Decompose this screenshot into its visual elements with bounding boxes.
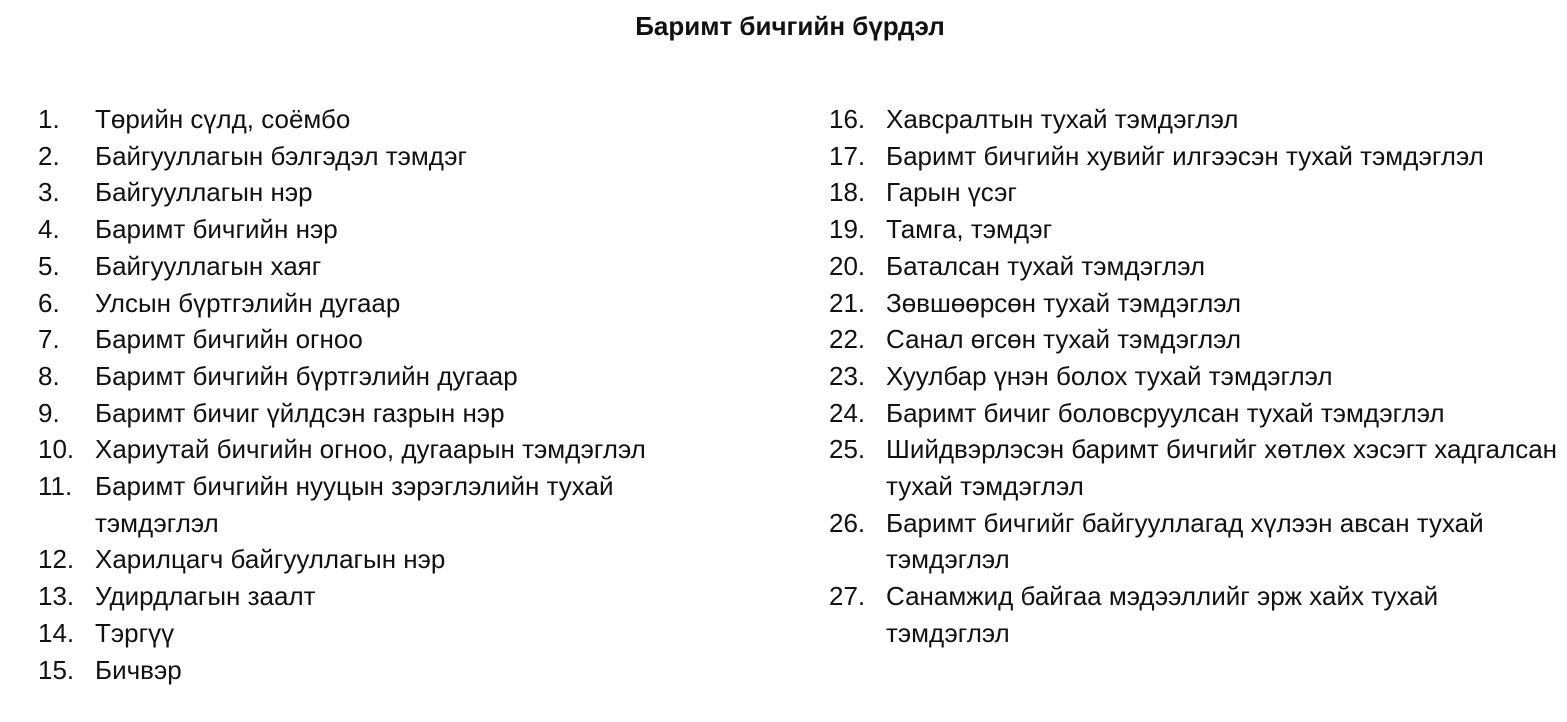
list-item	[38, 615, 798, 652]
item-number: 14.	[38, 617, 75, 648]
list-item	[829, 505, 1559, 578]
list-item	[38, 211, 798, 248]
item-number: 25.	[829, 434, 866, 465]
item-number: 13.	[38, 581, 75, 612]
list-item	[829, 174, 1559, 211]
item-number: 26.	[829, 507, 866, 538]
item-number: 4.	[38, 214, 60, 245]
item-text: Удирдлагын заалт	[95, 581, 316, 612]
list-item	[829, 138, 1559, 175]
list-item	[829, 431, 1559, 504]
item-text: Шийдвэрлэсэн баримт бичгийг хөтлөх хэсэгт хадгалсан тухай тэмдэглэл	[886, 434, 1558, 502]
list-item	[38, 358, 798, 395]
list-item	[38, 321, 798, 358]
list-item	[38, 248, 798, 285]
item-number: 2.	[38, 140, 60, 171]
item-text: Хавсралтын тухай тэмдэглэл	[886, 104, 1239, 134]
item-number: 9.	[38, 397, 60, 428]
list-item	[38, 101, 798, 138]
item-number: 17.	[829, 140, 866, 171]
item-text: Баталсан тухай тэмдэглэл	[886, 250, 1206, 281]
left-list	[38, 101, 798, 688]
item-number: 10.	[38, 434, 75, 465]
list-item	[38, 431, 798, 468]
list-item	[38, 395, 798, 432]
item-number: 20.	[829, 250, 866, 281]
item-number: 23.	[829, 360, 866, 391]
list-item	[38, 578, 798, 615]
item-number: 16.	[829, 104, 866, 134]
list-item	[829, 358, 1559, 395]
item-number: 15.	[38, 654, 75, 685]
item-number: 8.	[38, 360, 60, 391]
item-text: Баримт бичгийн огноо	[95, 324, 363, 355]
right-list	[829, 101, 1559, 652]
list-item	[829, 578, 1559, 651]
item-text: Гарын үсэг	[886, 177, 1017, 208]
list-item	[38, 468, 798, 541]
item-text: Зөвшөөрсөн тухай тэмдэглэл	[886, 287, 1242, 318]
item-text: Баримт бичиг боловсруулсан тухай тэмдэглэл	[886, 397, 1445, 428]
item-text: Тэргүү	[95, 617, 175, 648]
item-text: Хариутай бичгийн огноо, дугаарын тэмдэглэл	[95, 434, 646, 465]
item-number: 12.	[38, 544, 75, 575]
item-text: Хуулбар үнэн болох тухай тэмдэглэл	[886, 360, 1333, 391]
item-number: 7.	[38, 324, 60, 355]
item-number: 18.	[829, 177, 866, 208]
list-item	[829, 395, 1559, 432]
item-text: Баримт бичгийн нууцын зэрэглэлийн тухай тэмдэглэл	[95, 471, 614, 538]
item-text: Байгууллагын хаяг	[95, 250, 322, 281]
item-number: 22.	[829, 324, 866, 355]
list-item	[38, 138, 798, 175]
item-number: 6.	[38, 287, 60, 318]
item-text: Санал өгсөн тухай тэмдэглэл	[886, 324, 1241, 355]
item-number: 3.	[38, 177, 60, 208]
item-text: Тамга, тэмдэг	[886, 214, 1053, 245]
list-item	[38, 652, 798, 689]
item-text: Төрийн сүлд, соёмбо	[95, 104, 351, 134]
item-text: Улсын бүртгэлийн дугаар	[95, 287, 401, 318]
item-number: 21.	[829, 287, 866, 318]
item-text: Байгууллагын бэлгэдэл тэмдэг	[95, 140, 467, 171]
item-number: 1.	[38, 104, 60, 134]
item-text: Байгууллагын нэр	[95, 177, 313, 208]
document-title: Баримт бичгийн бүрдэл	[635, 11, 945, 41]
item-number: 24.	[829, 397, 866, 428]
list-item	[829, 321, 1559, 358]
item-text: Баримт бичгийн нэр	[95, 214, 338, 245]
item-text: Баримт бичгийн бүртгэлийн дугаар	[95, 360, 518, 391]
item-text: Харилцагч байгууллагын нэр	[95, 544, 446, 575]
item-number: 27.	[829, 581, 866, 612]
item-text: Баримт бичиг үйлдсэн газрын нэр	[95, 397, 505, 428]
item-number: 5.	[38, 250, 60, 281]
item-text: Баримт бичгийг байгууллагад хүлээн авсан тухай тэмдэглэл	[886, 507, 1484, 575]
list-item	[829, 211, 1559, 248]
list-item	[829, 101, 1559, 138]
item-number: 19.	[829, 214, 866, 245]
list-item	[38, 541, 798, 578]
item-text: Баримт бичгийн хувийг илгээсэн тухай тэмдэглэл	[886, 140, 1484, 171]
list-item	[829, 285, 1559, 322]
item-number: 11.	[38, 471, 73, 502]
item-text: Санамжид байгаа мэдээллийг эрж хайх тухай тэмдэглэл	[886, 581, 1439, 648]
list-item	[38, 285, 798, 322]
list-item	[829, 248, 1559, 285]
list-item	[38, 174, 798, 211]
item-text: Бичвэр	[95, 654, 182, 685]
